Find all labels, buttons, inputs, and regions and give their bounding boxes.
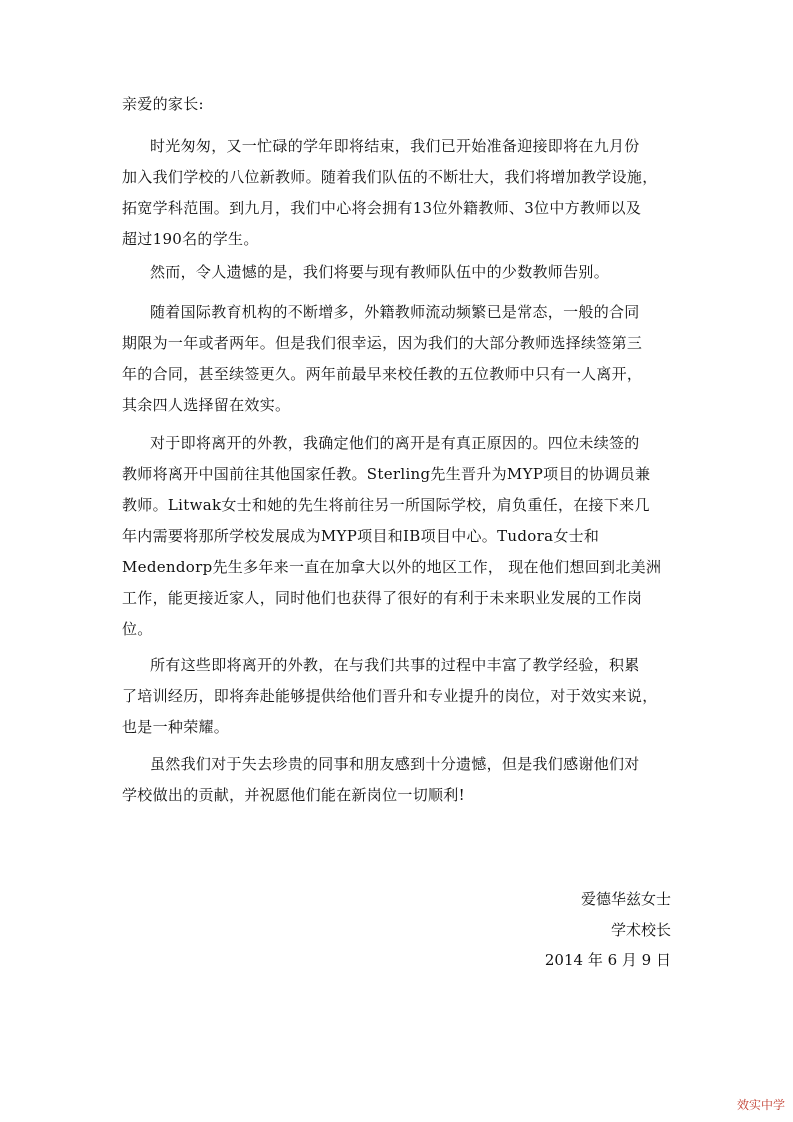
paragraph-4-line-3: 教师。Litwak女士和她的先生将前往另一所国际学校，肩负重任，在接下来几 — [122, 496, 650, 514]
paragraph-5-line-2: 了培训经历，即将奔赴能够提供给他们晋升和专业提升的岗位，对于效实来说， — [122, 687, 658, 705]
paragraph-3-line-2: 期限为一年或者两年。但是我们很幸运，因为我们的大部分教师选择续签第三 — [122, 334, 643, 352]
paragraph-5-line-1: 所有这些即将离开的外教，在与我们共事的过程中丰富了教学经验，积累 — [150, 656, 640, 674]
paragraph-4-line-7: 位。 — [122, 620, 153, 638]
paragraph-2-line-1: 然而，令人遗憾的是，我们将要与现有教师队伍中的少数教师告别。 — [150, 263, 610, 281]
salutation: 亲爱的家长: — [122, 95, 204, 113]
paragraph-4-line-4: 年内需要将那所学校发展成为MYP项目和IB项目中心。Tudora女士和 — [122, 527, 600, 545]
paragraph-4-line-2: 教师将离开中国前往其他国家任教。Sterling先生晋升为MYP项目的协调员兼 — [122, 465, 651, 483]
paragraph-4-line-5: Medendorp先生多年来一直在加拿大以外的地区工作， 现在他们想回到北美洲 — [122, 558, 662, 576]
paragraph-3-line-3: 年的合同，甚至续签更久。两年前最早来校任教的五位教师中只有一人离开， — [122, 365, 643, 383]
paragraph-1-line-3: 拓宽学科范围。到九月，我们中心将会拥有13位外籍教师、3位中方教师以及 — [122, 199, 642, 217]
paragraph-3-line-4: 其余四人选择留在效实。 — [122, 396, 291, 414]
paragraph-1-line-4: 超过190名的学生。 — [122, 230, 259, 248]
paragraph-1-line-2: 加入我们学校的八位新教师。随着我们队伍的不断壮大，我们将增加教学设施， — [122, 168, 658, 186]
paragraph-6-line-2: 学校做出的贡献，并祝愿他们能在新岗位一切顺利! — [122, 786, 465, 804]
paragraph-5-line-3: 也是一种荣耀。 — [122, 718, 230, 736]
signature-name: 爱德华兹女士 — [580, 890, 671, 908]
signature-date: 2014 年 6 月 9 日 — [544, 951, 671, 969]
signature-title: 学术校长 — [610, 921, 671, 939]
paragraph-6-line-1: 虽然我们对于失去珍贵的同事和朋友感到十分遗憾，但是我们感谢他们对 — [150, 755, 640, 773]
paragraph-3-line-1: 随着国际教育机构的不断增多，外籍教师流动频繁已是常态，一般的合同 — [150, 303, 640, 321]
paragraph-4-line-6: 工作，能更接近家人，同时他们也获得了很好的有利于未来职业发展的工作岗 — [122, 589, 643, 607]
paragraph-1-line-1: 时光匆匆，又一忙碌的学年即将结束，我们已开始准备迎接即将在九月份 — [150, 137, 640, 155]
paragraph-4-line-1: 对于即将离开的外教，我确定他们的离开是有真正原因的。四位未续签的 — [150, 434, 640, 452]
school-watermark: 效实中学 — [736, 1098, 785, 1112]
